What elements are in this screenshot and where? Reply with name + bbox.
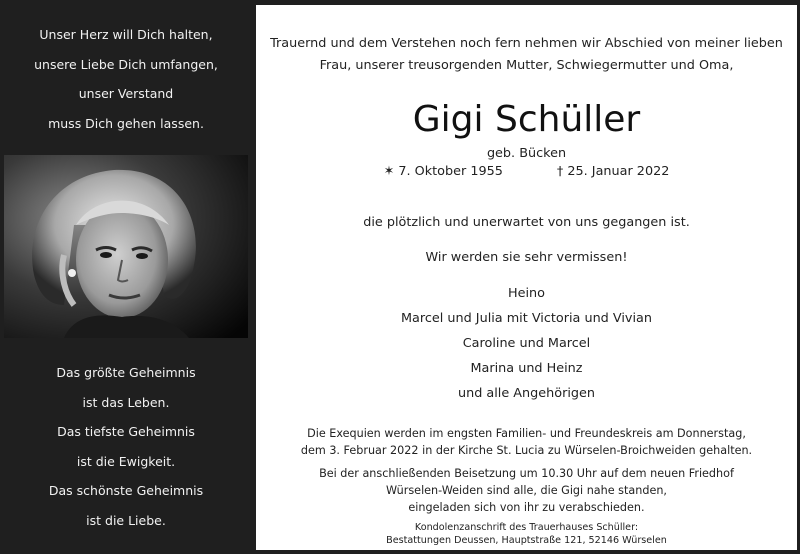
mourner-item: und alle Angehörigen (457, 386, 596, 401)
condolence-line: Kondolenzanschrift des Trauerhauses Schüller: (414, 522, 639, 533)
mourner-item: Caroline und Marcel (462, 336, 591, 351)
condolence-line: Bestattungen Deussen, Hauptstraße 121, 52146 Würselen (386, 535, 667, 546)
intro-line: Frau, unserer treusorgenden Mutter, Schwiegermutter und Oma, (319, 58, 734, 73)
left-panel (0, 0, 252, 554)
condolence-address (256, 521, 797, 547)
intro-text (256, 33, 797, 77)
passing-statement: die plötzlich und unerwartet von uns gegangen ist. (363, 215, 690, 230)
portrait-photo (4, 155, 248, 338)
verse-line: Unser Herz will Dich halten, (39, 27, 213, 42)
obituary-notice (256, 5, 797, 550)
verse-line: ist das Leben. (82, 394, 170, 410)
death-date: † 25. Januar 2022 (556, 164, 670, 179)
verse-line: ist die Ewigkeit. (76, 453, 176, 469)
verse-line: unsere Liebe Dich umfangen, (34, 56, 218, 72)
life-dates (256, 163, 797, 181)
burial-info (256, 465, 797, 516)
burial-line: eingeladen sich von ihr zu verabschieden. (408, 501, 645, 514)
intro-line: Trauernd und dem Verstehen noch fern nehmen wir Abschied von meiner lieben (270, 36, 783, 51)
verse-line: Das größte Geheimnis (56, 365, 196, 380)
verse-line: ist die Liebe. (86, 512, 166, 528)
exequien-line: Die Exequien werden im engsten Familien- und Freundeskreis am Donnerstag, (307, 427, 746, 440)
verse-line: Das tiefste Geheimnis (57, 424, 195, 439)
burial-line: Bei der anschließenden Beisetzung um 10.30 Uhr auf dem neuen Friedhof (319, 467, 734, 480)
verse-line: Das schönste Geheimnis (48, 483, 204, 498)
miss-statement: Wir werden sie sehr vermissen! (425, 250, 628, 265)
verse-line: unser Verstand (78, 86, 174, 101)
portrait-illustration (4, 155, 248, 338)
mourner-item: Heino (508, 286, 545, 301)
mourner-item: Marina und Heinz (470, 361, 583, 376)
verse-bottom (0, 358, 252, 535)
verse-line: muss Dich gehen lassen. (48, 115, 204, 131)
exequien-info (256, 425, 797, 459)
birth-date: ✶ 7. Oktober 1955 (383, 164, 503, 179)
maiden-name: geb. Bücken (486, 146, 567, 161)
deceased-name: Gigi Schüller (412, 99, 641, 140)
exequien-line: dem 3. Februar 2022 in der Kirche St. Lucia zu Würselen-Broichweiden gehalten. (300, 444, 753, 457)
burial-line: Würselen-Weiden sind alle, die Gigi nahe standen, (386, 484, 667, 497)
verse-top (0, 20, 252, 138)
mourner-item: Marcel und Julia mit Victoria und Vivian (401, 311, 652, 326)
mourners-list (256, 281, 797, 406)
